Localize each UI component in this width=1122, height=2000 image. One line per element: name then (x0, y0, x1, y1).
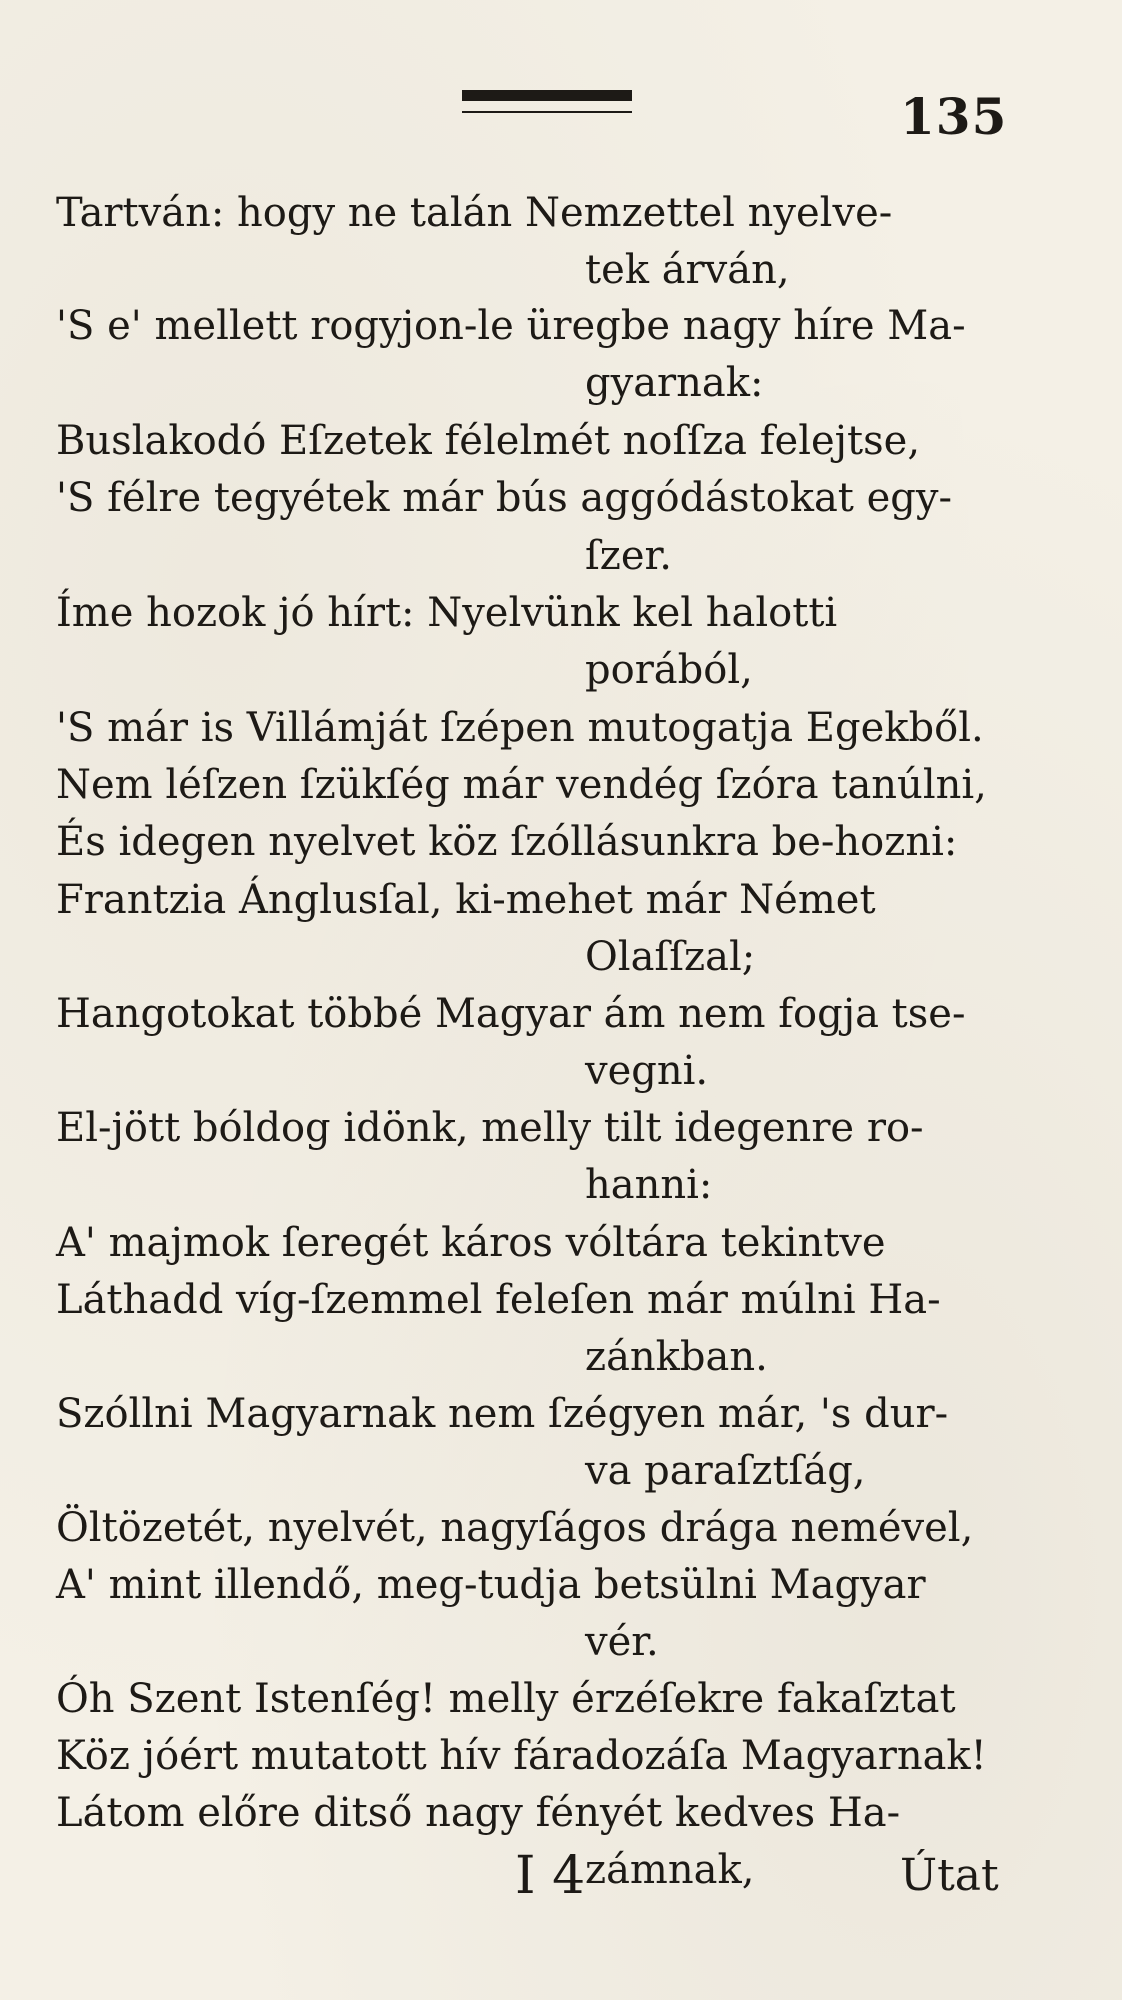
poem-line-continuation: hanni: (585, 1162, 713, 1208)
poem-line-continuation: vegni. (585, 1048, 709, 1094)
poem-line-continuation: porából, (585, 647, 753, 693)
poem-line: Hangotokat többé Magyar ám nem fogja tse- (56, 991, 966, 1037)
poem-line: 'S e' mellett rogyjon-le üregbe nagy híre Ma- (56, 303, 966, 349)
page-number: 135 (900, 87, 1008, 146)
header-rule-thin (462, 111, 632, 113)
poem-line-continuation: vér. (585, 1619, 659, 1665)
poem-line: Tartván: hogy ne talán Nemzettel nyelve- (56, 190, 893, 236)
poem-line: A' mint illendő, meg-tudja betsülni Magyar (56, 1562, 926, 1608)
poem-line: És idegen nyelvet köz ſzóllásunkra be-hozni: (56, 819, 958, 865)
poem-line: Frantzia Ánglusſal, ki-mehet már Német (56, 877, 876, 923)
poem-line-continuation: ſzer. (585, 533, 672, 579)
poem-line: Öltözetét, nyelvét, nagyſágos drága nemével, (56, 1505, 974, 1551)
header-rule-thick (462, 90, 632, 101)
poem-line: Buslakodó Eſzetek félelmét noſſza felejtse, (56, 418, 921, 464)
poem-line: A' majmok ſeregét káros vóltára tekintve (56, 1220, 886, 1266)
poem-line: Nem léſzen ſzükſég már vendég ſzóra tanúlni, (56, 762, 987, 808)
poem-line: Láthadd víg-ſzemmel feleſen már múlni Ha- (56, 1277, 941, 1323)
poem-line-continuation: gyarnak: (585, 360, 764, 406)
poem-line: Szóllni Magyarnak nem ſzégyen már, 's dur- (56, 1391, 949, 1437)
poem-line-continuation: va paraſztſág, (585, 1448, 866, 1494)
poem-line: Íme hozok jó hírt: Nyelvünk kel halotti (56, 590, 838, 636)
poem-line-continuation: zánkban. (585, 1334, 768, 1380)
poem-line: Óh Szent Istenſég! melly érzéſekre fakaſztat (56, 1676, 956, 1722)
poem-line: El-jött bóldog idönk, melly tilt idegenre ro- (56, 1105, 924, 1151)
poem-line-continuation: Olaſſzal; (585, 934, 756, 980)
poem-line: 'S már is Villámját ſzépen mutogatja Egekből. (56, 705, 984, 751)
poem-line: 'S félre tegyétek már bús aggódástokat egy- (56, 475, 952, 521)
catchword: Útat (900, 1850, 999, 1901)
poem-line: Köz jóért mutatott hív fáradozáſa Magyarnak! (56, 1733, 987, 1779)
poem-line-continuation: tek árván, (585, 247, 790, 293)
poem-line: Látom előre ditső nagy fényét kedves Ha- (56, 1790, 901, 1836)
poem-line-continuation: zámnak, (585, 1847, 755, 1893)
printer-signature-mark: I 4 (515, 1846, 586, 1906)
